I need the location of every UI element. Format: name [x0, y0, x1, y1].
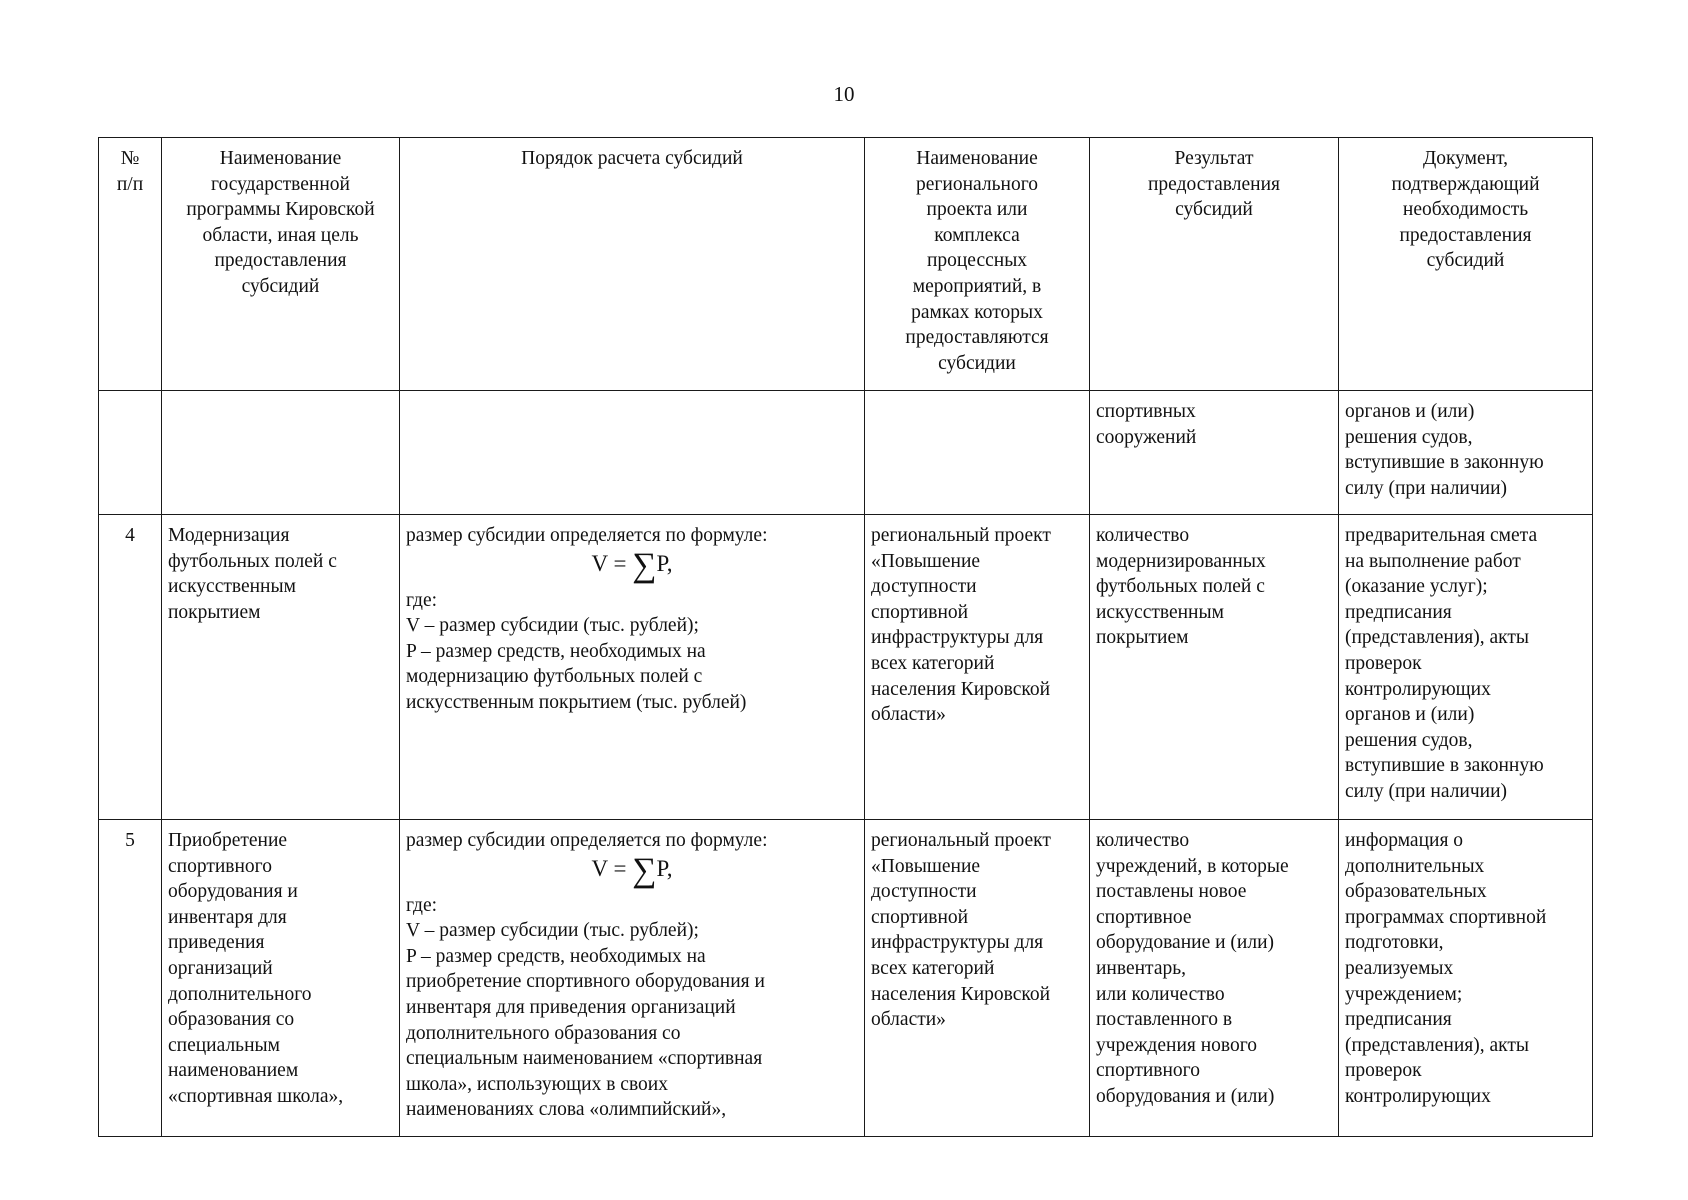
text-line: региональный проект	[871, 525, 1051, 546]
text-line: поставлены новое	[1096, 881, 1247, 903]
header-project	[865, 138, 1090, 391]
text-line: оборудования и	[168, 881, 298, 903]
cont-program-cell	[162, 391, 400, 515]
text-line: или количество	[1096, 983, 1225, 1005]
text-line: решения судов,	[1345, 426, 1473, 448]
text-line: Наименование	[916, 148, 1038, 169]
text-line: футбольных полей с	[168, 550, 337, 572]
text-line: Результат	[1174, 148, 1254, 169]
formula-lhs: V =	[591, 550, 633, 576]
text-line: субсидии	[938, 352, 1016, 374]
text-line: покрытием	[1096, 627, 1189, 649]
text-line: оборудования и (или)	[1096, 1085, 1275, 1107]
text-line: области»	[871, 1009, 946, 1031]
text-line: региональный проект	[871, 830, 1051, 851]
text-line: (представления), акты	[1345, 627, 1529, 649]
text-line: дополнительных	[1345, 855, 1485, 877]
text-line: спортивной	[871, 906, 969, 928]
text-line: реализуемых	[1345, 957, 1454, 979]
text-line: инвентарь,	[1096, 957, 1186, 979]
text-line: инвентаря для	[168, 906, 287, 928]
text-line: спортивное	[1096, 906, 1192, 928]
row-5-program	[162, 820, 400, 1137]
text-line: решения судов,	[1345, 729, 1473, 751]
text-line: доступности	[871, 881, 977, 903]
text-line: «Повышение	[871, 550, 981, 572]
text-line: комплекса	[934, 224, 1020, 246]
text-line: искусственным	[1096, 601, 1224, 623]
text-line: проверок	[1345, 1060, 1422, 1082]
page-number: 10	[833, 82, 855, 106]
table-row-continuation	[99, 391, 1593, 515]
text-line: программах спортивной	[1345, 906, 1547, 928]
row-4-formula	[406, 546, 858, 588]
row-5-num: 5	[99, 820, 162, 1137]
text-line: Порядок расчета субсидий	[521, 148, 743, 169]
text-line: контролирующих	[1345, 678, 1491, 700]
row-4-calc-explanation	[406, 588, 858, 716]
text-line: Документ,	[1422, 148, 1509, 169]
header-program	[162, 138, 400, 391]
text-line: органов и (или)	[1345, 704, 1475, 726]
row-4-document	[1339, 515, 1593, 820]
formula-rhs: P,	[656, 550, 673, 576]
text-line: силу (при наличии)	[1345, 780, 1508, 802]
text-line: предоставляются	[905, 327, 1049, 349]
text-line: модернизацию футбольных полей с	[406, 666, 703, 688]
text-line: футбольных полей с	[1096, 576, 1265, 598]
row-5-calc-intro: размер субсидии определяется по формуле:	[406, 830, 768, 851]
text-line: области, иная цель	[202, 224, 359, 246]
cont-document-cell	[1339, 391, 1593, 515]
text-line: вступившие в законную	[1345, 755, 1544, 777]
row-4-num: 4	[99, 515, 162, 820]
text-line: образовательных	[1345, 881, 1487, 903]
text-line: V – размер субсидии (тыс. рублей);	[406, 920, 699, 942]
text-line: искусственным покрытием (тыс. рублей)	[406, 691, 747, 713]
text-line: на выполнение работ	[1345, 550, 1521, 572]
text-line: оборудование и (или)	[1096, 932, 1275, 954]
text-line: подготовки,	[1345, 932, 1444, 954]
text-line: наименованием	[168, 1060, 299, 1082]
text-line: доступности	[871, 576, 977, 598]
text-line: всех категорий	[871, 652, 995, 674]
text-line: спортивной	[871, 601, 969, 623]
row-4-result	[1090, 515, 1339, 820]
text-line: предписания	[1345, 1009, 1452, 1031]
text-line: школа», использующих в своих	[406, 1073, 668, 1095]
cont-project-cell	[865, 391, 1090, 515]
text-line: контролирующих	[1345, 1085, 1491, 1107]
text-line: приведения	[168, 932, 265, 954]
text-line: искусственным	[168, 576, 296, 598]
row-4-calc-intro: размер субсидии определяется по формуле:	[406, 525, 768, 546]
header-calc	[400, 138, 865, 391]
text-line: процессных	[926, 250, 1028, 272]
text-line: №	[120, 148, 140, 169]
text-line: покрытием	[168, 601, 261, 623]
text-line: инфраструктуры для	[871, 627, 1044, 649]
cont-calc-cell	[400, 391, 865, 515]
text-line: предоставления	[1399, 224, 1532, 246]
text-line: где:	[406, 589, 438, 611]
text-line: специальным	[168, 1034, 280, 1056]
text-line: Модернизация	[168, 525, 290, 546]
text-line: вступившие в законную	[1345, 452, 1544, 474]
text-line: дополнительного	[168, 983, 312, 1005]
text-line: учреждения нового	[1096, 1034, 1257, 1056]
text-line: проверок	[1345, 652, 1422, 674]
table-row-4	[99, 515, 1593, 820]
text-line: п/п	[116, 173, 144, 195]
text-line: учреждением;	[1345, 983, 1463, 1005]
text-line: населения Кировской	[871, 983, 1051, 1005]
text-line: «Повышение	[871, 855, 981, 877]
text-line: «спортивная школа»,	[168, 1085, 344, 1107]
text-line: всех категорий	[871, 957, 995, 979]
text-line: субсидий	[241, 275, 320, 297]
text-line: области»	[871, 704, 946, 726]
text-line: образования со	[168, 1009, 295, 1031]
text-line: специальным наименованием «спортивная	[406, 1048, 763, 1070]
row-5-document	[1339, 820, 1593, 1137]
formula-lhs: V =	[591, 855, 633, 881]
text-line: наименованиях слова «олимпийский»,	[406, 1099, 727, 1121]
text-line: предоставления	[1148, 173, 1280, 195]
row-4-project	[865, 515, 1090, 820]
text-line: спортивного	[1096, 1060, 1200, 1082]
text-line: рамках которых	[911, 301, 1043, 323]
row-5-calc	[400, 820, 865, 1137]
text-line: органов и (или)	[1345, 401, 1475, 422]
text-line: количество	[1096, 830, 1190, 851]
table-row-5	[99, 820, 1593, 1137]
text-line: субсидий	[1426, 250, 1505, 272]
text-line: P – размер средств, необходимых на	[406, 945, 706, 967]
text-line: информация о	[1345, 830, 1464, 851]
text-line: предварительная смета	[1345, 525, 1538, 546]
text-line: (оказание услуг);	[1345, 576, 1488, 598]
text-line: где:	[406, 894, 438, 916]
text-line: спортивных	[1096, 401, 1196, 422]
text-line: модернизированных	[1096, 550, 1266, 572]
header-result	[1090, 138, 1339, 391]
row-5-result	[1090, 820, 1339, 1137]
text-line: программы Кировской	[186, 199, 375, 221]
text-line: учреждений, в которые	[1096, 855, 1289, 877]
text-line: сооружений	[1096, 426, 1197, 448]
text-line: предписания	[1345, 601, 1452, 623]
text-line: инвентаря для приведения организаций	[406, 996, 736, 1018]
text-line: количество	[1096, 525, 1190, 546]
row-5-project	[865, 820, 1090, 1137]
text-line: спортивного	[168, 855, 272, 877]
text-line: дополнительного образования со	[406, 1022, 681, 1044]
row-4-program	[162, 515, 400, 820]
header-document	[1339, 138, 1593, 391]
text-line: мероприятий, в	[912, 275, 1042, 297]
text-line: регионального	[916, 173, 1038, 195]
text-line: приобретение спортивного оборудования и	[406, 971, 765, 993]
text-line: P – размер средств, необходимых на	[406, 640, 706, 662]
text-line: Приобретение	[168, 830, 288, 851]
text-line: подтверждающий	[1391, 173, 1540, 195]
sigma-symbol: ∑	[632, 851, 657, 889]
text-line: субсидий	[1175, 199, 1253, 221]
text-line: силу (при наличии)	[1345, 477, 1508, 499]
header-num	[99, 138, 162, 391]
cont-num-cell	[99, 391, 162, 515]
header-row	[99, 138, 1593, 391]
sigma-symbol: ∑	[632, 546, 657, 584]
row-5-calc-explanation	[406, 893, 858, 1123]
text-line: предоставления	[214, 250, 347, 272]
cont-result-cell	[1090, 391, 1339, 515]
row-4-calc	[400, 515, 865, 820]
text-line: поставленного в	[1096, 1009, 1233, 1031]
text-line: организаций	[168, 957, 273, 979]
text-line: (представления), акты	[1345, 1034, 1529, 1056]
text-line: проекта или	[926, 199, 1028, 221]
text-line: Наименование	[219, 148, 342, 169]
text-line: государственной	[211, 173, 350, 195]
text-line: инфраструктуры для	[871, 932, 1044, 954]
text-line: необходимость	[1402, 199, 1529, 221]
row-5-formula	[406, 851, 858, 893]
text-line: населения Кировской	[871, 678, 1051, 700]
text-line: V – размер субсидии (тыс. рублей);	[406, 615, 699, 637]
subsidy-table	[98, 137, 1593, 1137]
formula-rhs: P,	[656, 855, 673, 881]
